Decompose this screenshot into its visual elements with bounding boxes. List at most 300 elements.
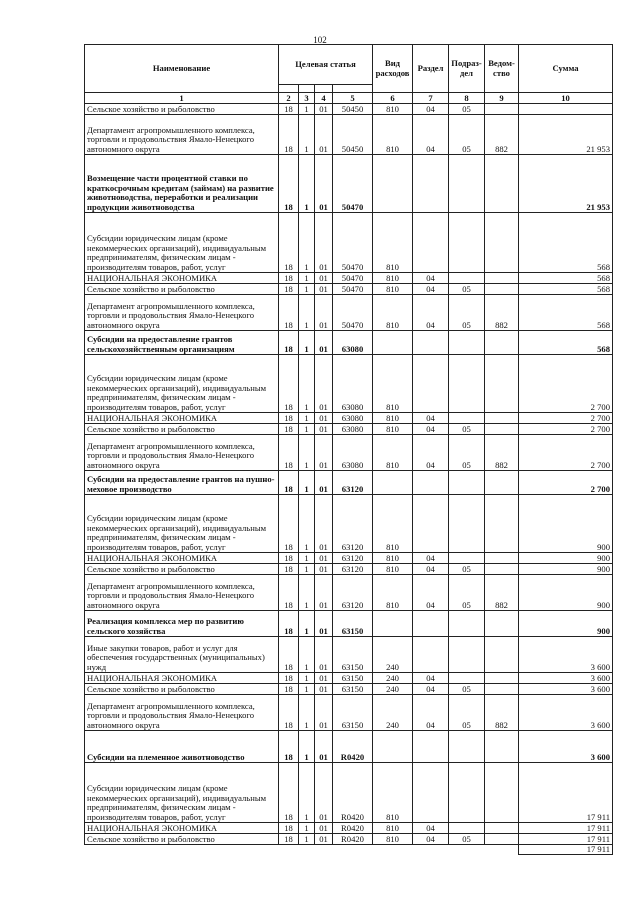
row-section: 04 bbox=[413, 553, 449, 564]
row-subsection bbox=[449, 495, 485, 553]
row-c5: R0420 bbox=[333, 823, 373, 834]
row-c4: 01 bbox=[315, 104, 333, 115]
row-c3: 1 bbox=[299, 413, 315, 424]
row-expense-type: 810 bbox=[373, 273, 413, 284]
row-expense-type: 810 bbox=[373, 213, 413, 273]
row-sum: 900 bbox=[519, 553, 613, 564]
col-num: 2 bbox=[279, 93, 299, 104]
row-c2: 18 bbox=[279, 435, 299, 471]
row-c4: 01 bbox=[315, 684, 333, 695]
row-c4: 01 bbox=[315, 213, 333, 273]
row-name: НАЦИОНАЛЬНАЯ ЭКОНОМИКА bbox=[85, 553, 279, 564]
row-c5: 63150 bbox=[333, 684, 373, 695]
table-row bbox=[85, 331, 613, 355]
row-c3: 1 bbox=[299, 637, 315, 673]
col-num: 3 bbox=[299, 93, 315, 104]
row-c2: 18 bbox=[279, 155, 299, 213]
row-section bbox=[413, 637, 449, 673]
row-c2: 18 bbox=[279, 355, 299, 413]
table-row bbox=[85, 155, 613, 213]
row-c4: 01 bbox=[315, 637, 333, 673]
row-subsection bbox=[449, 553, 485, 564]
row-subsection: 05 bbox=[449, 834, 485, 845]
row-section: 04 bbox=[413, 284, 449, 295]
row-c4: 01 bbox=[315, 763, 333, 823]
row-c2: 18 bbox=[279, 763, 299, 823]
row-expense-type: 810 bbox=[373, 284, 413, 295]
row-department bbox=[485, 763, 519, 823]
row-expense-type: 810 bbox=[373, 564, 413, 575]
row-section: 04 bbox=[413, 104, 449, 115]
row-c3: 1 bbox=[299, 435, 315, 471]
row-subsection bbox=[449, 213, 485, 273]
table-row bbox=[85, 495, 613, 553]
row-sum: 17 911 bbox=[519, 763, 613, 823]
row-name: Возмещение части процентной ставки по краткосрочным кредитам (займам) на развитие животноводства, переработки и реализации продукции животноводства bbox=[85, 155, 279, 213]
table-row bbox=[85, 295, 613, 331]
row-c2: 18 bbox=[279, 731, 299, 763]
row-sum bbox=[519, 104, 613, 115]
row-subsection bbox=[449, 637, 485, 673]
row-expense-type: 810 bbox=[373, 413, 413, 424]
row-c4: 01 bbox=[315, 471, 333, 495]
col-num: 7 bbox=[413, 93, 449, 104]
row-subsection bbox=[449, 155, 485, 213]
row-c2: 18 bbox=[279, 611, 299, 637]
row-section: 04 bbox=[413, 695, 449, 731]
row-department: 882 bbox=[485, 575, 519, 611]
row-c3: 1 bbox=[299, 495, 315, 553]
row-c4: 01 bbox=[315, 553, 333, 564]
row-department bbox=[485, 355, 519, 413]
row-expense-type: 810 bbox=[373, 295, 413, 331]
row-c4: 01 bbox=[315, 295, 333, 331]
row-subsection: 05 bbox=[449, 575, 485, 611]
row-c4: 01 bbox=[315, 424, 333, 435]
row-c2: 18 bbox=[279, 471, 299, 495]
row-c4: 01 bbox=[315, 611, 333, 637]
col-num: 6 bbox=[373, 93, 413, 104]
row-department bbox=[485, 637, 519, 673]
table-row bbox=[85, 731, 613, 763]
header-expense-type: Вид расходов bbox=[373, 45, 413, 93]
row-c4: 01 bbox=[315, 413, 333, 424]
row-c4: 01 bbox=[315, 435, 333, 471]
row-expense-type bbox=[373, 731, 413, 763]
row-name: Субсидии юридическим лицам (кроме некоммерческих организаций), индивидуальным предпринимателям, физическим лицам - производителям товаров, работ, услуг bbox=[85, 495, 279, 553]
row-department bbox=[485, 284, 519, 295]
row-expense-type: 810 bbox=[373, 104, 413, 115]
table-row bbox=[85, 673, 613, 684]
row-c4: 01 bbox=[315, 823, 333, 834]
row-section bbox=[413, 731, 449, 763]
header-target: Целевая статья bbox=[279, 45, 373, 85]
row-expense-type: 810 bbox=[373, 435, 413, 471]
row-subsection bbox=[449, 611, 485, 637]
row-c5: 63080 bbox=[333, 424, 373, 435]
row-subsection bbox=[449, 331, 485, 355]
table-body bbox=[85, 104, 613, 845]
table-row bbox=[85, 575, 613, 611]
trailing-row bbox=[85, 845, 613, 855]
row-c3: 1 bbox=[299, 731, 315, 763]
row-sum: 17 911 bbox=[519, 823, 613, 834]
row-c5: 63120 bbox=[333, 564, 373, 575]
row-expense-type bbox=[373, 611, 413, 637]
table-row bbox=[85, 611, 613, 637]
row-c5: 63150 bbox=[333, 611, 373, 637]
table-row bbox=[85, 413, 613, 424]
row-name: Реализация комплекса мер по развитию сельского хозяйства bbox=[85, 611, 279, 637]
col-num: 5 bbox=[333, 93, 373, 104]
row-section: 04 bbox=[413, 115, 449, 155]
row-c4: 01 bbox=[315, 115, 333, 155]
row-c2: 18 bbox=[279, 331, 299, 355]
row-sum: 568 bbox=[519, 295, 613, 331]
row-section: 04 bbox=[413, 435, 449, 471]
row-sum: 3 600 bbox=[519, 731, 613, 763]
row-section bbox=[413, 213, 449, 273]
row-c3: 1 bbox=[299, 213, 315, 273]
row-name: НАЦИОНАЛЬНАЯ ЭКОНОМИКА bbox=[85, 273, 279, 284]
row-section: 04 bbox=[413, 564, 449, 575]
row-section bbox=[413, 763, 449, 823]
row-department bbox=[485, 331, 519, 355]
row-c3: 1 bbox=[299, 834, 315, 845]
row-sum: 900 bbox=[519, 611, 613, 637]
row-sum: 900 bbox=[519, 564, 613, 575]
row-c2: 18 bbox=[279, 284, 299, 295]
row-name: Субсидии на предоставление грантов на пушно-меховое производство bbox=[85, 471, 279, 495]
row-name: Субсидии на племенное животноводство bbox=[85, 731, 279, 763]
row-c3: 1 bbox=[299, 471, 315, 495]
row-c5: 50470 bbox=[333, 284, 373, 295]
row-c2: 18 bbox=[279, 575, 299, 611]
row-sum: 568 bbox=[519, 273, 613, 284]
row-c2: 18 bbox=[279, 564, 299, 575]
row-c2: 18 bbox=[279, 424, 299, 435]
row-section bbox=[413, 155, 449, 213]
row-c4: 01 bbox=[315, 695, 333, 731]
row-name: Субсидии на предоставление грантов сельскохозяйственным организациям bbox=[85, 331, 279, 355]
row-c3: 1 bbox=[299, 553, 315, 564]
table-row bbox=[85, 834, 613, 845]
row-c5: 63120 bbox=[333, 471, 373, 495]
row-c3: 1 bbox=[299, 155, 315, 213]
row-section: 04 bbox=[413, 273, 449, 284]
row-subsection: 05 bbox=[449, 424, 485, 435]
row-c2: 18 bbox=[279, 213, 299, 273]
row-c3: 1 bbox=[299, 284, 315, 295]
row-c5: R0420 bbox=[333, 763, 373, 823]
row-c4: 01 bbox=[315, 355, 333, 413]
col-num: 8 bbox=[449, 93, 485, 104]
table-row bbox=[85, 115, 613, 155]
row-c3: 1 bbox=[299, 673, 315, 684]
row-expense-type: 240 bbox=[373, 695, 413, 731]
row-c3: 1 bbox=[299, 331, 315, 355]
row-c2: 18 bbox=[279, 684, 299, 695]
row-c5: 63080 bbox=[333, 331, 373, 355]
row-expense-type: 810 bbox=[373, 823, 413, 834]
row-c5: 63120 bbox=[333, 575, 373, 611]
row-section bbox=[413, 495, 449, 553]
row-c3: 1 bbox=[299, 564, 315, 575]
row-c4: 01 bbox=[315, 564, 333, 575]
table-row bbox=[85, 355, 613, 413]
row-subsection: 05 bbox=[449, 564, 485, 575]
row-subsection: 05 bbox=[449, 295, 485, 331]
row-section: 04 bbox=[413, 413, 449, 424]
row-c4: 01 bbox=[315, 731, 333, 763]
row-c5: 50470 bbox=[333, 273, 373, 284]
row-name: НАЦИОНАЛЬНАЯ ЭКОНОМИКА bbox=[85, 823, 279, 834]
row-c5: 63150 bbox=[333, 673, 373, 684]
row-c3: 1 bbox=[299, 424, 315, 435]
row-sum: 3 600 bbox=[519, 695, 613, 731]
row-section bbox=[413, 355, 449, 413]
row-department bbox=[485, 684, 519, 695]
row-name: Департамент агропромышленного комплекса, торговли и продовольствия Ямало-Ненецкого автономного округа bbox=[85, 295, 279, 331]
row-subsection: 05 bbox=[449, 104, 485, 115]
row-c5: R0420 bbox=[333, 731, 373, 763]
row-sum: 2 700 bbox=[519, 435, 613, 471]
row-department bbox=[485, 471, 519, 495]
row-subsection bbox=[449, 763, 485, 823]
row-expense-type bbox=[373, 471, 413, 495]
row-c5: 50470 bbox=[333, 213, 373, 273]
row-sum: 17 911 bbox=[519, 834, 613, 845]
row-sum: 21 953 bbox=[519, 155, 613, 213]
col-num: 10 bbox=[519, 93, 613, 104]
row-c3: 1 bbox=[299, 115, 315, 155]
row-c5: 63150 bbox=[333, 695, 373, 731]
row-c2: 18 bbox=[279, 413, 299, 424]
row-subsection bbox=[449, 273, 485, 284]
header-sum: Сумма bbox=[519, 45, 613, 93]
row-c5: 50450 bbox=[333, 104, 373, 115]
row-section bbox=[413, 611, 449, 637]
row-expense-type: 810 bbox=[373, 553, 413, 564]
row-c3: 1 bbox=[299, 575, 315, 611]
row-department bbox=[485, 424, 519, 435]
row-department: 882 bbox=[485, 435, 519, 471]
row-name: Департамент агропромышленного комплекса, торговли и продовольствия Ямало-Ненецкого автономного округа bbox=[85, 695, 279, 731]
row-expense-type bbox=[373, 155, 413, 213]
row-c4: 01 bbox=[315, 284, 333, 295]
row-subsection: 05 bbox=[449, 284, 485, 295]
row-sum: 900 bbox=[519, 575, 613, 611]
row-department bbox=[485, 155, 519, 213]
row-c2: 18 bbox=[279, 637, 299, 673]
row-department: 882 bbox=[485, 295, 519, 331]
row-subsection bbox=[449, 471, 485, 495]
row-c3: 1 bbox=[299, 295, 315, 331]
table-row bbox=[85, 564, 613, 575]
row-c2: 18 bbox=[279, 553, 299, 564]
row-c4: 01 bbox=[315, 155, 333, 213]
row-c4: 01 bbox=[315, 273, 333, 284]
row-expense-type: 240 bbox=[373, 684, 413, 695]
row-department bbox=[485, 495, 519, 553]
table-row bbox=[85, 637, 613, 673]
row-name: НАЦИОНАЛЬНАЯ ЭКОНОМИКА bbox=[85, 673, 279, 684]
row-c3: 1 bbox=[299, 695, 315, 731]
row-c3: 1 bbox=[299, 104, 315, 115]
row-department bbox=[485, 731, 519, 763]
table-row bbox=[85, 284, 613, 295]
row-expense-type: 810 bbox=[373, 495, 413, 553]
row-c2: 18 bbox=[279, 295, 299, 331]
row-expense-type: 240 bbox=[373, 637, 413, 673]
budget-table bbox=[84, 44, 613, 855]
row-c2: 18 bbox=[279, 834, 299, 845]
row-c3: 1 bbox=[299, 684, 315, 695]
page-number: 102 bbox=[313, 35, 327, 45]
row-subsection bbox=[449, 823, 485, 834]
row-expense-type: 810 bbox=[373, 575, 413, 611]
row-c5: 50470 bbox=[333, 155, 373, 213]
row-c4: 01 bbox=[315, 673, 333, 684]
row-department bbox=[485, 823, 519, 834]
table-row bbox=[85, 684, 613, 695]
row-section: 04 bbox=[413, 424, 449, 435]
header-subsection: Подраз-дел bbox=[449, 45, 485, 93]
col-num: 4 bbox=[315, 93, 333, 104]
row-c5: 63080 bbox=[333, 435, 373, 471]
row-c4: 01 bbox=[315, 331, 333, 355]
row-department bbox=[485, 273, 519, 284]
row-name: Сельское хозяйство и рыболовство bbox=[85, 834, 279, 845]
table-row bbox=[85, 213, 613, 273]
header-section: Раздел bbox=[413, 45, 449, 93]
header-department: Ведом-ство bbox=[485, 45, 519, 93]
table-row bbox=[85, 823, 613, 834]
row-c4: 01 bbox=[315, 575, 333, 611]
row-c3: 1 bbox=[299, 611, 315, 637]
row-name: Сельское хозяйство и рыболовство bbox=[85, 424, 279, 435]
table-row bbox=[85, 471, 613, 495]
row-c5: 50470 bbox=[333, 295, 373, 331]
row-department bbox=[485, 553, 519, 564]
row-subsection: 05 bbox=[449, 684, 485, 695]
header-name: Наименование bbox=[85, 45, 279, 93]
col-num: 1 bbox=[85, 93, 279, 104]
row-subsection bbox=[449, 731, 485, 763]
row-name: Субсидии юридическим лицам (кроме некоммерческих организаций), индивидуальным предпринимателям, физическим лицам - производителям товаров, работ, услуг bbox=[85, 355, 279, 413]
row-department bbox=[485, 673, 519, 684]
row-section: 04 bbox=[413, 834, 449, 845]
row-sum: 21 953 bbox=[519, 115, 613, 155]
trailing-sum: 17 911 bbox=[519, 845, 613, 855]
row-section: 04 bbox=[413, 673, 449, 684]
row-expense-type: 810 bbox=[373, 424, 413, 435]
row-c3: 1 bbox=[299, 355, 315, 413]
table-row bbox=[85, 553, 613, 564]
row-subsection: 05 bbox=[449, 115, 485, 155]
row-c5: 63120 bbox=[333, 553, 373, 564]
row-c2: 18 bbox=[279, 104, 299, 115]
row-sum: 2 700 bbox=[519, 355, 613, 413]
col-num: 9 bbox=[485, 93, 519, 104]
row-name: Сельское хозяйство и рыболовство bbox=[85, 684, 279, 695]
table-row bbox=[85, 695, 613, 731]
row-department bbox=[485, 611, 519, 637]
row-c2: 18 bbox=[279, 273, 299, 284]
row-expense-type: 810 bbox=[373, 355, 413, 413]
row-c5: R0420 bbox=[333, 834, 373, 845]
row-name: Департамент агропромышленного комплекса, торговли и продовольствия Ямало-Ненецкого автономного округа bbox=[85, 435, 279, 471]
row-c2: 18 bbox=[279, 673, 299, 684]
table-row bbox=[85, 424, 613, 435]
row-sum: 3 600 bbox=[519, 684, 613, 695]
row-c5: 63150 bbox=[333, 637, 373, 673]
row-department bbox=[485, 564, 519, 575]
row-expense-type: 810 bbox=[373, 763, 413, 823]
row-sum: 2 700 bbox=[519, 424, 613, 435]
row-department bbox=[485, 104, 519, 115]
row-section bbox=[413, 471, 449, 495]
row-expense-type: 810 bbox=[373, 115, 413, 155]
row-section: 04 bbox=[413, 575, 449, 611]
row-name: Сельское хозяйство и рыболовство bbox=[85, 564, 279, 575]
row-name: Сельское хозяйство и рыболовство bbox=[85, 104, 279, 115]
row-name: Субсидии юридическим лицам (кроме некоммерческих организаций), индивидуальным предпринимателям, физическим лицам - производителям товаров, работ, услуг bbox=[85, 763, 279, 823]
row-subsection bbox=[449, 673, 485, 684]
row-subsection: 05 bbox=[449, 695, 485, 731]
row-department: 882 bbox=[485, 695, 519, 731]
row-c2: 18 bbox=[279, 695, 299, 731]
row-c3: 1 bbox=[299, 823, 315, 834]
row-c5: 63080 bbox=[333, 413, 373, 424]
row-sum: 900 bbox=[519, 495, 613, 553]
row-section: 04 bbox=[413, 823, 449, 834]
row-subsection: 05 bbox=[449, 435, 485, 471]
row-name: Департамент агропромышленного комплекса, торговли и продовольствия Ямало-Ненецкого автономного округа bbox=[85, 575, 279, 611]
row-sum: 568 bbox=[519, 213, 613, 273]
row-department: 882 bbox=[485, 115, 519, 155]
table-row bbox=[85, 763, 613, 823]
row-sum: 2 700 bbox=[519, 413, 613, 424]
row-c3: 1 bbox=[299, 273, 315, 284]
row-expense-type bbox=[373, 331, 413, 355]
row-department bbox=[485, 413, 519, 424]
table-row bbox=[85, 273, 613, 284]
row-expense-type: 240 bbox=[373, 673, 413, 684]
row-department bbox=[485, 834, 519, 845]
row-c4: 01 bbox=[315, 495, 333, 553]
table-row bbox=[85, 104, 613, 115]
row-c5: 63080 bbox=[333, 355, 373, 413]
row-expense-type: 810 bbox=[373, 834, 413, 845]
row-c5: 63120 bbox=[333, 495, 373, 553]
row-section bbox=[413, 331, 449, 355]
row-subsection bbox=[449, 355, 485, 413]
row-c2: 18 bbox=[279, 495, 299, 553]
row-section: 04 bbox=[413, 295, 449, 331]
row-c2: 18 bbox=[279, 115, 299, 155]
row-c4: 01 bbox=[315, 834, 333, 845]
row-section: 04 bbox=[413, 684, 449, 695]
row-subsection bbox=[449, 413, 485, 424]
row-name: Субсидии юридическим лицам (кроме некоммерческих организаций), индивидуальным предпринимателям, физическим лицам - производителям товаров, работ, услуг bbox=[85, 213, 279, 273]
table-row bbox=[85, 435, 613, 471]
row-c5: 50450 bbox=[333, 115, 373, 155]
row-name: Сельское хозяйство и рыболовство bbox=[85, 284, 279, 295]
row-sum: 568 bbox=[519, 284, 613, 295]
row-sum: 3 600 bbox=[519, 637, 613, 673]
row-c3: 1 bbox=[299, 763, 315, 823]
